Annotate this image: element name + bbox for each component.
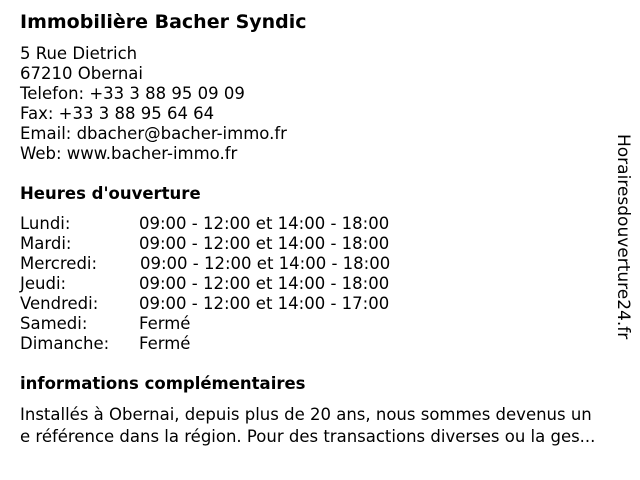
day-label: Mercredi: <box>20 254 98 273</box>
web-line: Web: www.bacher-immo.fr <box>20 144 238 163</box>
day-label: Dimanche: <box>20 334 110 353</box>
hours-row <box>20 254 440 274</box>
page-title: Immobilière Bacher Syndic <box>20 11 307 33</box>
day-hours: 09:00 - 12:00 et 14:00 - 17:00 <box>139 294 390 313</box>
address-street: 5 Rue Dietrich <box>20 44 138 63</box>
day-hours: Fermé <box>139 334 191 353</box>
day-hours: 09:00 - 12:00 et 14:00 - 18:00 <box>139 214 390 233</box>
hours-row <box>20 274 440 294</box>
info-line: e référence dans la région. Pour des transactions diverses ou la ges... <box>20 427 596 446</box>
fax-line: Fax: +33 3 88 95 64 64 <box>20 104 215 123</box>
phone-line: Telefon: +33 3 88 95 09 09 <box>20 84 245 103</box>
hours-row <box>20 314 440 334</box>
info-heading: informations complémentaires <box>20 374 306 393</box>
day-hours: 09:00 - 12:00 et 14:00 - 18:00 <box>139 274 390 293</box>
info-paragraph <box>20 404 630 448</box>
hours-heading: Heures d'ouverture <box>20 184 201 203</box>
hours-row <box>20 234 440 254</box>
hours-row <box>20 334 440 354</box>
day-hours: 09:00 - 12:00 et 14:00 - 18:00 <box>139 234 390 253</box>
day-label: Vendredi: <box>20 294 99 313</box>
day-hours: Fermé <box>139 314 191 333</box>
address-city: 67210 Obernai <box>20 64 143 83</box>
day-label: Samedi: <box>20 314 88 333</box>
day-label: Jeudi: <box>20 274 67 293</box>
hours-row <box>20 214 440 234</box>
email-line: Email: dbacher@bacher-immo.fr <box>20 124 287 143</box>
contact-block <box>20 44 287 164</box>
day-hours: 09:00 - 12:00 et 14:00 - 18:00 <box>140 254 391 273</box>
site-watermark: Horairesdouverture24.fr <box>613 134 633 340</box>
hours-row <box>20 294 440 314</box>
day-label: Mardi: <box>20 234 72 253</box>
hours-table <box>20 214 440 354</box>
info-line: Installés à Obernai, depuis plus de 20 ans, nous sommes devenus un <box>20 405 592 424</box>
day-label: Lundi: <box>20 214 71 233</box>
